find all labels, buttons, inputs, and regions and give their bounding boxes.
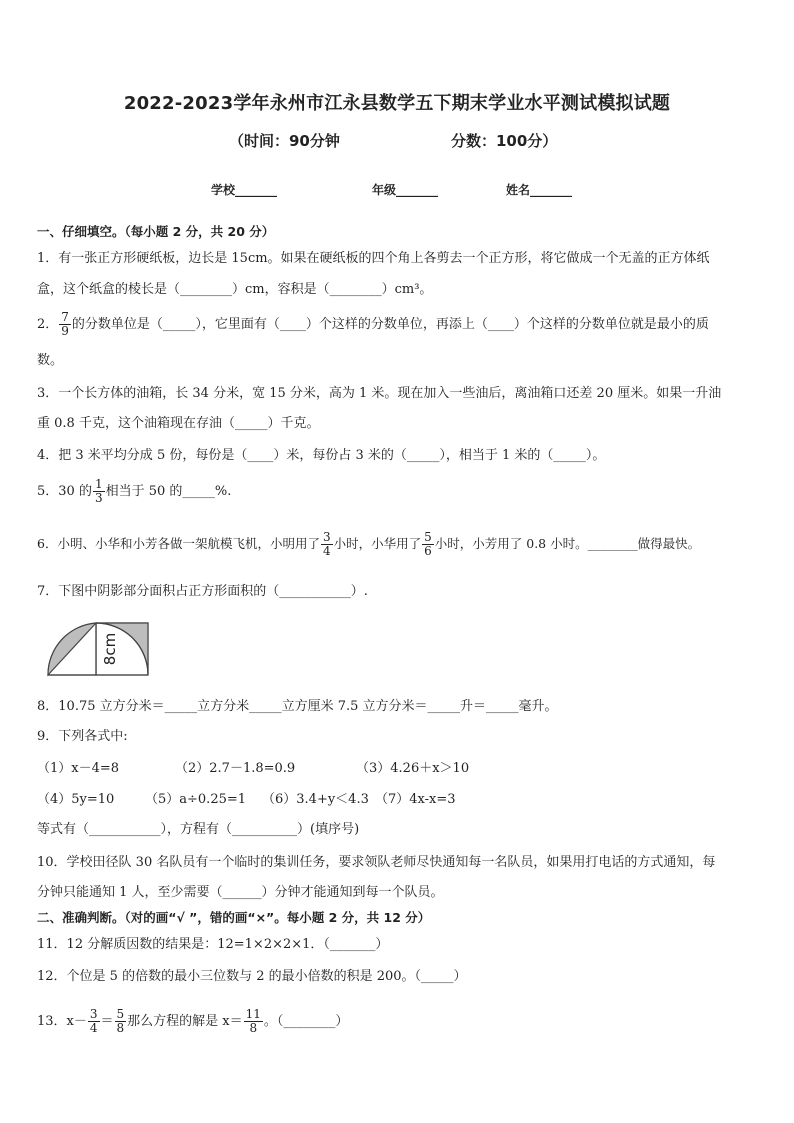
exam-score: 分数：100分） bbox=[451, 132, 558, 150]
question-9-answer: 等式有（___________），方程有（__________）(填序号) bbox=[37, 822, 360, 837]
fraction-denominator: 6 bbox=[424, 544, 432, 558]
fraction-3-4 bbox=[88, 1008, 100, 1035]
question-6-part-b: 小时，小华用了 bbox=[333, 536, 422, 551]
exam-time: （时间：90分钟 bbox=[229, 132, 340, 150]
school-field[interactable]: 学校_______ bbox=[211, 183, 278, 197]
question-11: 11．12 分解质因数的结果是：12=1×2×2×1．（_______） bbox=[37, 937, 389, 952]
fraction-5-8 bbox=[115, 1008, 127, 1035]
question-2-line-1 bbox=[37, 310, 709, 340]
question-2-number: 2． bbox=[37, 317, 59, 332]
section-heading-judge: 二、准确判断。（对的画“√ ”，错的画“×”。每小题 2 分，共 12 分） bbox=[37, 910, 431, 925]
equation-item-6: （6）3.4+y＜4.3 bbox=[262, 792, 369, 807]
question-3-line-2: 重 0.8 千克，这个油箱现在存油（_____）千克。 bbox=[37, 416, 320, 431]
equation-item-5: （5）a÷0.25=1 bbox=[145, 792, 247, 807]
fraction-numerator: 3 bbox=[322, 530, 331, 544]
question-5 bbox=[37, 477, 231, 507]
fraction-numerator: 5 bbox=[116, 1007, 125, 1021]
question-13-middle: 那么方程的解是 x＝ bbox=[127, 1014, 243, 1029]
fraction-denominator: 8 bbox=[249, 1021, 258, 1035]
fraction-denominator: 9 bbox=[61, 324, 69, 338]
question-10-line-1: 10．学校田径队 30 名队员有一个临时的集训任务，要求领队老师尽快通知每一名队员，如果用打电话的方式通知，每 bbox=[37, 855, 716, 870]
section-heading-fill-in: 一、仔细填空。（每小题 2 分，共 20 分） bbox=[37, 224, 275, 239]
equation-item-1: （1）x－4=8 bbox=[37, 761, 120, 776]
question-4: 4．把 3 米平均分成 5 份，每份是（____）米，每份占 3 米的（_____），相当于 1 米的（_____）。 bbox=[37, 448, 606, 463]
side-length-label: 8cm bbox=[101, 632, 119, 666]
equation-item-7: （7）4x-x=3 bbox=[375, 792, 456, 807]
fraction-numerator: 7 bbox=[61, 310, 69, 324]
fraction-denominator: 3 bbox=[94, 491, 103, 505]
shaded-square-figure bbox=[44, 619, 154, 679]
question-6-part-a: 6．小明、小华和小芳各做一架航模飞机，小明用了 bbox=[37, 536, 320, 551]
equation-item-2: （2）2.7－1.8=0.9 bbox=[175, 761, 296, 776]
question-2-line-2: 数。 bbox=[37, 353, 64, 368]
question-10-line-2: 分钟只能通知 1 人，至少需要（______）分钟才能通知到每一个队员。 bbox=[37, 885, 444, 900]
fraction-3-4 bbox=[321, 531, 333, 558]
question-1-line-2: 盒，这个纸盒的棱长是（________）cm，容积是（________）cm³。 bbox=[37, 282, 433, 297]
fraction-denominator: 4 bbox=[322, 544, 331, 558]
question-5-text: 相当于 50 的_____%. bbox=[105, 484, 232, 499]
name-field[interactable]: 姓名_______ bbox=[506, 183, 573, 197]
fraction-5-6 bbox=[422, 531, 434, 558]
fraction-7-9 bbox=[59, 311, 71, 338]
question-2-text: 的分数单位是（_____），它里面有（____）个这样的分数单位，再添上（____）个这样的分数单位就是最小的质 bbox=[71, 317, 709, 332]
fraction-11-8 bbox=[244, 1008, 263, 1035]
question-13-prefix: 13．x－ bbox=[37, 1014, 87, 1029]
question-1-line-1: 1．有一张正方形硬纸板，边长是 15cm。如果在硬纸板的四个角上各剪去一个正方形，将它做成一个无盖的正方体纸 bbox=[37, 251, 710, 266]
question-3-line-1: 3．一个长方体的油箱，长 34 分米，宽 15 分米，高为 1 米。现在加入一些油后，离油箱口还差 20 厘米。如果一升油 bbox=[37, 386, 722, 401]
question-13-end: 。（________） bbox=[263, 1014, 349, 1029]
question-6 bbox=[37, 528, 700, 560]
question-5-prefix: 5．30 的 bbox=[37, 484, 92, 499]
question-12: 12．个位是 5 的倍数的最小三位数与 2 的最小倍数的积是 200。（_____） bbox=[37, 969, 467, 984]
fraction-denominator: 8 bbox=[116, 1021, 125, 1035]
question-9: 9．下列各式中: bbox=[37, 729, 128, 744]
fraction-numerator: 5 bbox=[424, 530, 432, 544]
page-title: 2022-2023学年永州市江永县数学五下期末学业水平测试模拟试题 bbox=[123, 93, 671, 114]
grade-field[interactable]: 年级_______ bbox=[372, 183, 439, 197]
fraction-numerator: 1 bbox=[94, 477, 103, 491]
fraction-numerator: 11 bbox=[245, 1007, 261, 1021]
question-7: 7．下图中阴影部分面积占正方形面积的（___________）. bbox=[37, 584, 368, 599]
equation-item-4: （4）5y=10 bbox=[37, 792, 115, 807]
question-13 bbox=[37, 1006, 348, 1038]
equation-item-3: （3）4.26＋x＞10 bbox=[356, 761, 470, 776]
question-6-part-c: 小时，小芳用了 0.8 小时。________做得最快。 bbox=[434, 536, 701, 551]
equals-sign: ＝ bbox=[100, 1014, 114, 1029]
fraction-1-3 bbox=[93, 478, 105, 505]
fraction-denominator: 4 bbox=[89, 1021, 98, 1035]
question-8: 8．10.75 立方分米＝_____立方分米_____立方厘米 7.5 立方分米＝_____升＝_____毫升。 bbox=[37, 699, 558, 714]
fraction-numerator: 3 bbox=[89, 1007, 98, 1021]
